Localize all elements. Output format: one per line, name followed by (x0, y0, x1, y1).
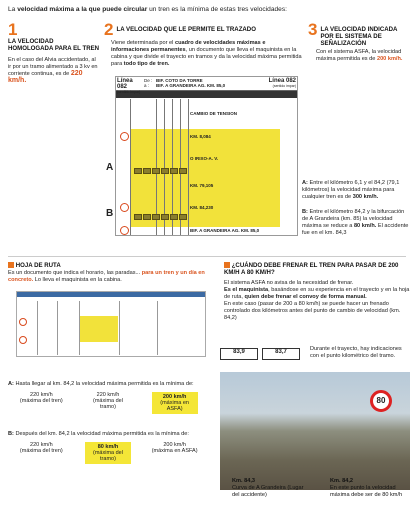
intro-text: La velocidad máxima a la que puede circular un tren es la mínima de estas tres velocidades: (8, 6, 287, 13)
column-homologada (8, 22, 100, 85)
step-number-1: 1 (8, 20, 18, 39)
column-asfa (308, 22, 410, 63)
freno-title: ¿CUÁNDO DEBE FRENAR EL TREN PARA PASAR DE 200 KM/H A 80 KM/H? (224, 262, 399, 276)
step-number-2: 2 (104, 20, 114, 39)
km-sign-2: 83,7 (262, 348, 300, 360)
marker-circle-b (120, 203, 129, 212)
hoja-title: HOJA DE RUTA (8, 262, 208, 269)
row-bif-grandeira: BIF. A GRANDEIRA AG. KM. 85,0 (190, 228, 260, 233)
photo-caption-1: Km. 84,3 Curva de A Grandeira (Lugar del accidente) (232, 478, 304, 498)
highlight-section-a (130, 129, 280, 227)
trazado-body: Viene determinada por el cuadro de velocidades máximas e informaciones permanentes, un documento que lleva el maquinista en la cabina y que divide el trayecto en tramos y da la velocidad máxima permitida para todo tipo de tren. (111, 40, 302, 67)
label-b: B (106, 208, 114, 219)
step-number-3: 3 (308, 20, 318, 39)
section-divider (8, 256, 406, 257)
hoja-body: Es un documento que indica el horario, las paradas... para un tren y un día en concreto. Lo lleva el maquinista en la cabina. (8, 270, 205, 283)
asfa-body: Con el sistema ASFA, la velocidad máxima permitida es de 200 km/h. (316, 49, 403, 62)
speed-markers-b (134, 214, 187, 220)
freno-p1: El sistema ASFA no avisa de la necesidad de frenar. (224, 280, 354, 286)
trazado-title: LA VELOCIDAD QUE LE PERMITE EL TRAZADO (116, 26, 256, 33)
comparison-a-values: 220 km/h (máxima del tren) 220 km/h (máxima del tramo) 200 km/h (máxima en ASFA) (8, 392, 208, 414)
hoja-de-ruta (8, 262, 208, 284)
row-cambio-tension: CAMBIO DE TENSION (190, 111, 238, 116)
row-km-8084: KM. 8,084 (190, 134, 211, 139)
freno-p3: En este caso (pasar de 200 a 80 km/h) se puede hacer un frenado controlado dos kilómetros antes del punto de cambio de velocidad (km. 84,2) (224, 300, 401, 321)
speed-markers-a (134, 168, 187, 174)
asfa-title: LA VELOCIDAD INDICADA POR EL SISTEMA DE SEÑALIZACIÓN (320, 26, 398, 47)
track-photo (220, 372, 410, 490)
photo-caption-2: Km. 84,2 En este punto la velocidad máxima debe ser de 80 km/h (330, 478, 403, 498)
comparison-b-values: 220 km/h (máxima del tren) 80 km/h (máxima del tramo) 200 km/h (máxima en ASFA) (19, 442, 198, 462)
homologada-title: LA VELOCIDAD HOMOLOGADA PARA EL TREN (8, 38, 100, 52)
table-column-header (116, 91, 297, 98)
comparison-a-text: A: Hasta llegar al km. 84,2 la velocidad máxima permitida es la mínima de: (8, 381, 194, 387)
row-irixo: O IRIXO-A. V. (190, 156, 219, 161)
marker-circle-end (120, 226, 129, 235)
row-km-84230: KM. 84,230 (190, 205, 214, 210)
table-header-info: Línea 082 (sentido impar) De : a : BIF. COTO DA TORRE BIF. A GRANDEIRA AG. KM. 85,0 Línea 082 (sentido impar) (117, 78, 296, 94)
marker-circle-a (120, 132, 129, 141)
speed-sign: 80 (370, 390, 392, 412)
freno-section (224, 262, 410, 321)
comparison-b-text: B: Después del km. 84,2 la velocidad máxima permitida es la mínima de: (8, 431, 189, 437)
row-km-79105: KM. 79,105 (190, 183, 214, 188)
freno-p2: Es el maquinista, basándose en su experiencia en el trayecto y en la hoja de ruta, quien debe frenar el convoy de forma manual. (224, 286, 410, 300)
column-trazado (104, 22, 304, 68)
label-a: A (106, 162, 114, 173)
annotation-a: A: Entre el kilómetro 6,1 y el 84,2 (79,1 kilómetros) la velocidad máxima para cualquier tren es de 300 km/h. (302, 180, 400, 200)
km-sign-caption: Durante el trayecto, hay indicaciones con el punto kilométrico del tramo. (310, 346, 402, 359)
hoja-document (16, 291, 206, 357)
km-sign-1: 83,9 (220, 348, 258, 360)
speed-table (115, 76, 298, 236)
homologada-body: En el caso del Alvia accidentado, al ir por un tramo alimentado a 3 kv en corriente continua, es de 220 km/h. (8, 57, 98, 84)
annotation-b: B: Entre el kilómetro 84,2 y la bifurcación de A Grandeira (km. 85) la velocidad máxima se reduce a 80 km/h. El accidente fue en el km. 84,3 (302, 209, 409, 236)
